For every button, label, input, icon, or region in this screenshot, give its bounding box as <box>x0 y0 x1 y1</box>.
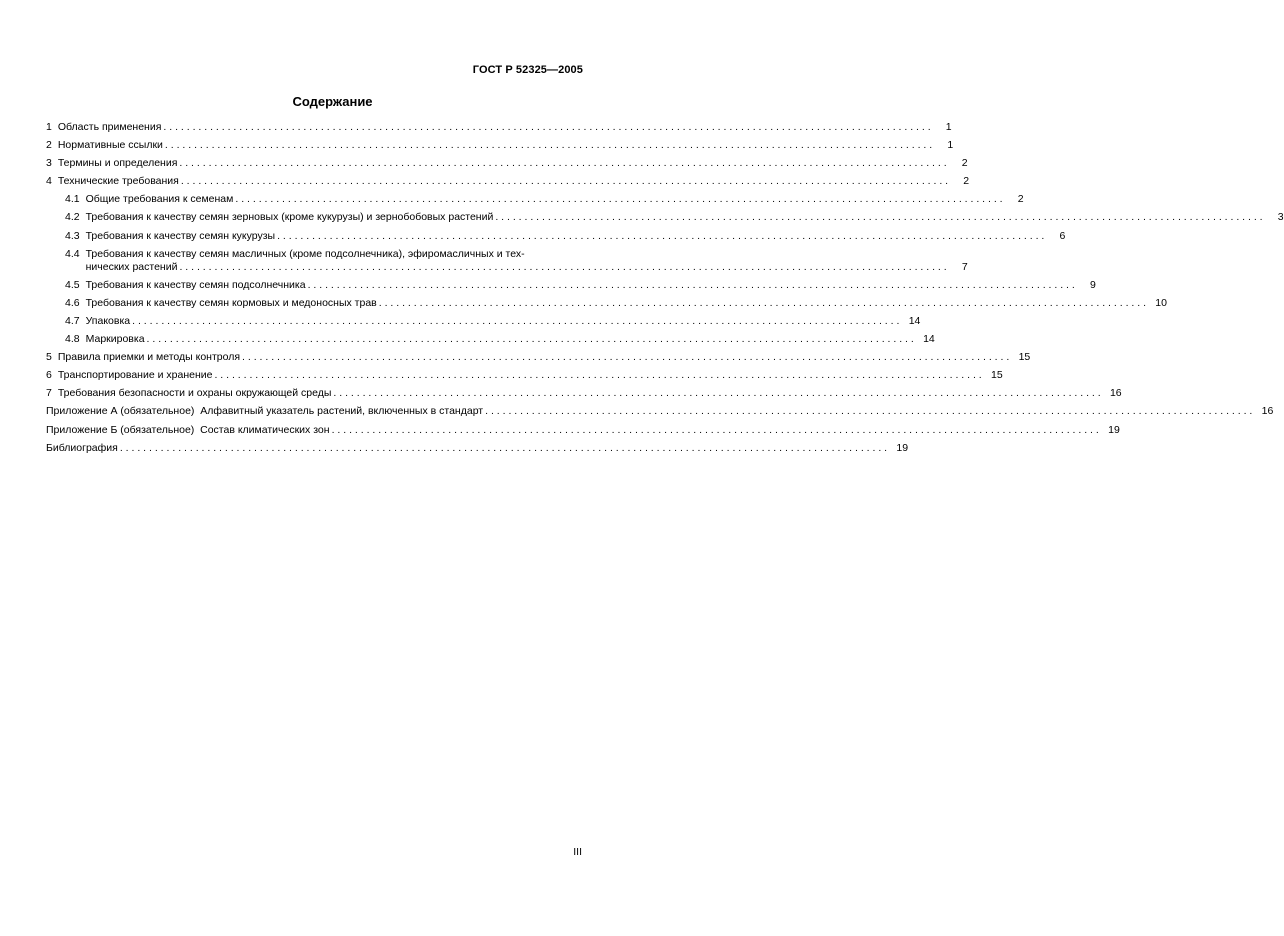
toc-entry-title: Требования к качеству семян зерновых (кроме кукурузы) и зернобобовых растений <box>85 211 494 224</box>
dot-leader <box>333 387 1100 400</box>
toc-entry-page: 19 <box>1108 423 1120 436</box>
toc-entry-page: 14 <box>908 314 921 327</box>
toc-entry-page: 15 <box>1018 351 1031 364</box>
dot-leader <box>147 333 914 346</box>
toc-entry-number: 3 <box>46 157 52 170</box>
toc-bibliography-entry[interactable] <box>46 441 909 455</box>
toc-entry-number: 4.1 <box>65 193 80 206</box>
dot-leader <box>214 369 981 382</box>
dot-leader <box>165 139 932 152</box>
toc-entry-number: 4.5 <box>65 278 80 291</box>
toc-entry[interactable] <box>46 175 970 188</box>
toc-entry-title: Библиография <box>46 441 118 454</box>
dot-leader <box>235 193 1002 206</box>
toc-entry-number: 2 <box>46 139 52 152</box>
toc-entry-number: 5 <box>46 351 52 364</box>
toc-entry-title: Требования к качеству семян подсолнечника <box>85 278 306 291</box>
toc-entry-title: Транспортирование и хранение <box>57 369 213 382</box>
toc-entry-title: Общие требования к семенам <box>85 193 234 206</box>
toc-entry-title-wrap <box>86 248 950 274</box>
toc-entry-page: 2 <box>961 157 968 170</box>
table-of-contents <box>46 121 1284 460</box>
dot-leader <box>495 211 1262 224</box>
toc-entry[interactable] <box>46 157 968 170</box>
toc-entry-title: Требования к качеству семян кормовых и медоносных трав <box>85 296 377 309</box>
toc-entry[interactable] <box>46 139 954 152</box>
toc-entry-number: 4.8 <box>65 333 80 346</box>
toc-entry-number: 1 <box>46 121 52 133</box>
toc-entry-title: Приложение А (обязательное) Алфавитный указатель растений, включенных в стандарт <box>46 405 484 418</box>
toc-entry-title: Термины и определения <box>57 157 178 170</box>
dot-leader <box>308 279 1075 292</box>
page-number: III <box>573 846 582 858</box>
toc-entry-title: Требования к качеству семян кукурузы <box>85 229 276 242</box>
toc-entry-page: 9 <box>1089 278 1096 291</box>
toc-entry[interactable] <box>46 121 952 134</box>
toc-entry-page: 14 <box>923 333 935 346</box>
toc-entry-number: 4.2 <box>65 211 80 224</box>
toc-entry-title-line1: Требования к качеству семян масличных (кроме подсолнечника), эфиромасличных и тех- <box>85 247 525 260</box>
toc-subentry[interactable] <box>46 211 1284 224</box>
toc-subentry[interactable] <box>46 296 1167 310</box>
toc-entry-number: 4 <box>46 175 52 188</box>
toc-entry-title: Нормативные ссылки <box>57 139 163 152</box>
toc-entry-page: 19 <box>896 441 909 454</box>
dot-leader <box>132 315 899 328</box>
dot-leader <box>242 351 1009 364</box>
toc-entry-title-line2: нических растений <box>85 260 178 273</box>
toc-entry-page: 2 <box>963 175 970 188</box>
toc-entry[interactable] <box>46 387 1122 400</box>
dot-leader <box>379 297 1146 310</box>
toc-entry-page: 7 <box>961 260 968 273</box>
toc-entry[interactable] <box>46 351 1031 364</box>
toc-subentry[interactable] <box>46 193 1024 206</box>
toc-entry-page: 3 <box>1277 211 1284 224</box>
dot-leader <box>485 405 1252 418</box>
toc-entry-title: Приложение Б (обязательное) Состав климатических зон <box>46 423 330 436</box>
toc-subentry[interactable] <box>46 314 921 328</box>
toc-entry-page: 2 <box>1017 193 1024 206</box>
toc-entry-title: Технические требования <box>57 175 179 188</box>
toc-entry-number: 4.6 <box>65 296 80 309</box>
dot-leader <box>179 261 946 274</box>
dot-leader <box>332 424 1099 437</box>
toc-entry-page: 15 <box>991 369 1003 382</box>
toc-subentry[interactable] <box>46 333 935 346</box>
toc-entry-number: 4.7 <box>65 314 80 327</box>
toc-entry-page: 1 <box>947 139 954 152</box>
toc-entry-title-line2-row <box>86 261 950 274</box>
toc-appendix-entry[interactable] <box>46 423 1120 437</box>
toc-subentry[interactable] <box>46 247 968 274</box>
toc-entry-page: 1 <box>945 121 952 133</box>
toc-entry-number: 7 <box>46 387 52 400</box>
toc-entry-title: Область применения <box>57 121 162 133</box>
toc-entry-page: 10 <box>1155 296 1167 309</box>
dot-leader <box>163 121 930 134</box>
toc-entry-number: 6 <box>46 369 52 382</box>
dot-leader <box>179 157 946 170</box>
toc-entry-title: Требования безопасности и охраны окружающей среды <box>57 387 332 400</box>
toc-subentry[interactable] <box>46 278 1096 292</box>
toc-entry-number: 4.3 <box>65 229 80 242</box>
toc-title: Содержание <box>292 94 373 109</box>
toc-entry-title: Упаковка <box>85 314 131 327</box>
toc-entry[interactable] <box>46 369 1003 382</box>
toc-entry-page: 16 <box>1261 405 1274 418</box>
document-code: ГОСТ Р 52325—2005 <box>472 64 583 76</box>
dot-leader <box>277 230 1044 243</box>
toc-entry-title: Правила приемки и методы контроля <box>57 351 241 364</box>
dot-leader <box>120 442 887 455</box>
dot-leader <box>181 175 948 188</box>
toc-entry-number: 4.4 <box>65 247 80 260</box>
toc-entry-page: 6 <box>1059 229 1066 242</box>
toc-subentry[interactable] <box>46 229 1066 243</box>
toc-entry-page: 16 <box>1109 387 1122 400</box>
toc-entry-title: Маркировка <box>85 333 145 346</box>
toc-appendix-entry[interactable] <box>46 405 1274 418</box>
